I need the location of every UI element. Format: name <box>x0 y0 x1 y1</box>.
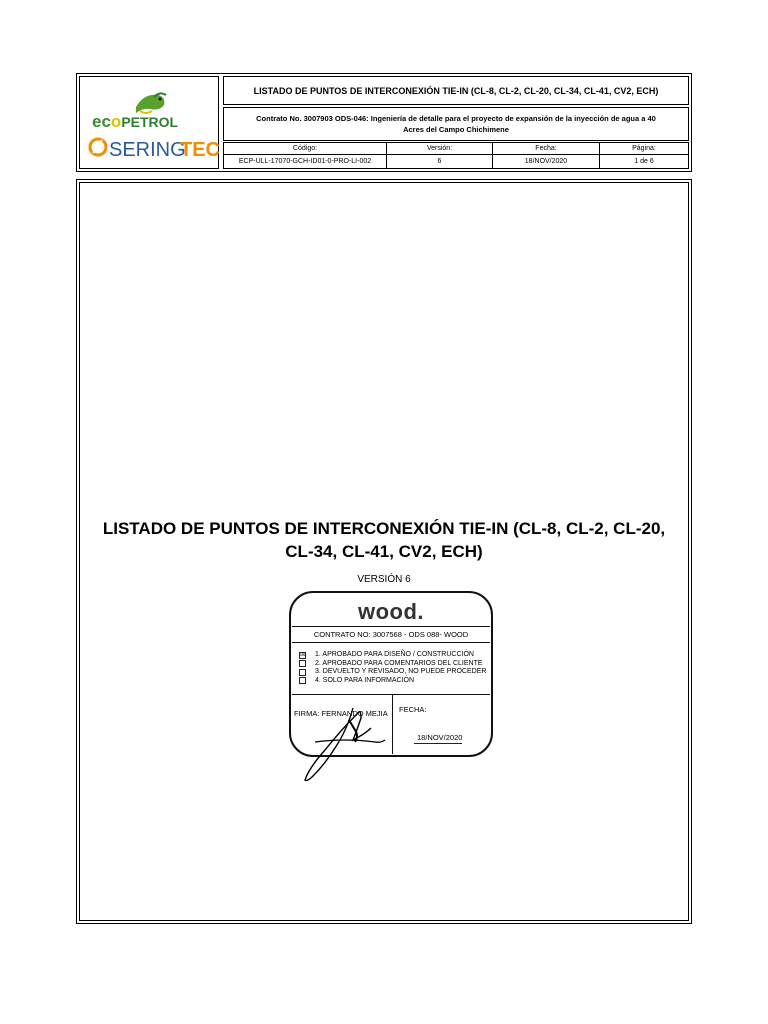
document-header <box>76 73 692 172</box>
approval-options <box>299 651 486 685</box>
header-contract: Contrato No. 3007903 ODS-046: Ingeniería de detalle para el proyecto de expansión de la inyección de agua a 40 Acres del Campo Chichimene <box>223 107 689 141</box>
document-version: VERSIÓN 6 <box>357 574 411 585</box>
option-label: 3. DEVUELTO Y REVISADO, NO PUEDE PROCEDER <box>315 668 487 675</box>
date-value: 18/NOV/2020 <box>492 154 600 169</box>
ecopetrol-logo-text: ecoPETROL <box>92 112 179 131</box>
fecha-label: FECHA: <box>399 705 427 714</box>
version-value: 6 <box>386 154 493 169</box>
option-checkbox <box>299 677 306 684</box>
option-checkbox: ☒ <box>300 651 306 658</box>
code-value: ECP-ULL-17070-GCH-ID01-0-PRO-LI-002 <box>223 154 387 169</box>
svg-text:TEC: TEC <box>180 139 220 161</box>
document-title-line-2: CL-34, CL-41, CV2, ECH) <box>285 542 483 561</box>
approval-option <box>299 677 486 686</box>
option-checkbox <box>299 669 306 676</box>
document-title-line-1: LISTADO DE PUNTOS DE INTERCONEXIÓN TIE-IN (CL-8, CL-2, CL-20, <box>102 519 666 538</box>
ecopetrol-iguana-logo <box>136 93 166 113</box>
page-value: 1 de 6 <box>599 154 689 169</box>
company-logos <box>80 77 220 170</box>
date-label: Fecha: <box>492 142 600 155</box>
logo-cell <box>79 76 219 169</box>
page-label: Página: <box>599 142 689 155</box>
svg-text:SERING: SERING <box>109 139 186 161</box>
option-label: 1. APROBADO PARA DISEÑO / CONSTRUCCIÓN <box>315 651 474 658</box>
handwritten-signature <box>295 690 405 790</box>
stamp-contract: CONTRATO NO: 3007568 - ODS 088- WOOD <box>292 626 490 643</box>
option-label: 2. APROBADO PARA COMENTARIOS DEL CLIENTE <box>315 659 483 667</box>
wood-logo: wood. <box>357 599 425 624</box>
code-label: Código: <box>223 142 387 155</box>
fecha-value: 18/NOV/2020 <box>414 733 462 744</box>
seringtec-logo <box>90 139 220 161</box>
approval-option <box>299 668 486 677</box>
approval-option <box>299 651 486 660</box>
option-label: 4. SOLO PARA INFORMACIÓN <box>315 676 415 684</box>
approval-option <box>299 660 486 669</box>
option-checkbox <box>299 660 306 667</box>
firma-label: FIRMA: FERNANDO MEJIA <box>294 709 388 718</box>
header-title: LISTADO DE PUNTOS DE INTERCONEXIÓN TIE-IN (CL-8, CL-2, CL-20, CL-34, CL-41, CV2, ECH) <box>223 76 689 105</box>
version-label: Versión: <box>386 142 493 155</box>
